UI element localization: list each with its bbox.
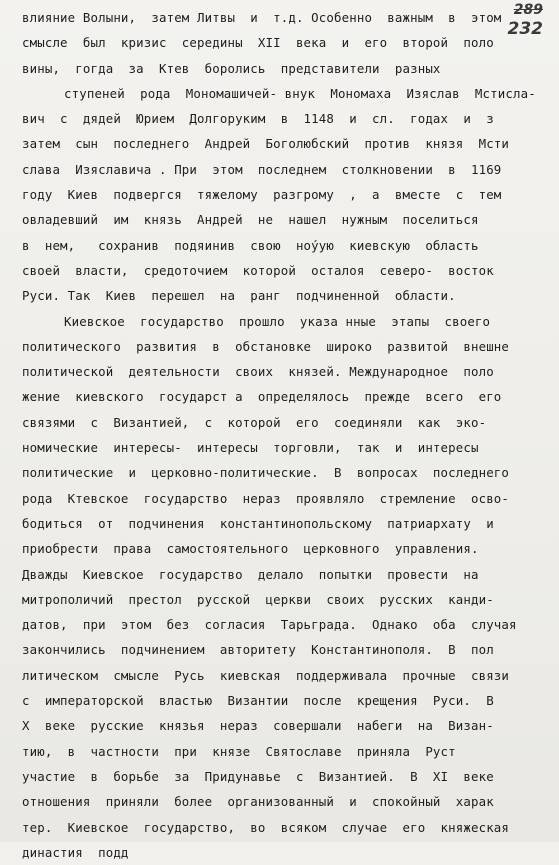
text-line: отношения приняли более организованный и спокойный харак bbox=[22, 794, 494, 810]
text-line: приобрести права самостоятельного церковного управления. bbox=[22, 541, 479, 557]
text-line: влияние Волыни, затем Литвы и т.д. Особенно важным в этом bbox=[22, 10, 502, 25]
text-line: затем сын последнего Андрей Боголюбский против князя Мсти bbox=[22, 136, 510, 152]
text-line: овладевший им князь Андрей не нашел нужным поселиться bbox=[22, 212, 479, 228]
body-text bbox=[22, 5, 542, 865]
text-line: жение киевского государст а определялось прежде всего его bbox=[22, 389, 502, 405]
text-line: бодиться от подчинения константинопольскому патриархату и bbox=[22, 515, 494, 531]
text-line: литическом смысле Русь киевская поддерживала прочные связи bbox=[22, 667, 510, 683]
text-line: Руси. Так Киев перешел на ранг подчиненной области. bbox=[22, 288, 456, 304]
text-line: Дважды Киевское государство делало попытки провести на bbox=[22, 566, 479, 582]
text-line: тер. Киевское государство, во всяком случае его княжеская bbox=[22, 819, 510, 835]
text-line: своей власти, средоточием которой осталоя северо- восток bbox=[22, 262, 494, 278]
text-line: ступеней рода Мономашичей- внук Мономаха Изяслав Мстисла- bbox=[64, 85, 536, 101]
text-line: политического развития в обстановке широко развитой внешне bbox=[22, 338, 510, 354]
current-page-number: 232 bbox=[507, 19, 543, 39]
text-line: связями с Византией, с которой его соединяли как эко- bbox=[22, 414, 487, 430]
text-line: в нем, сохранив подяинив свою ноýую киевскую область bbox=[22, 237, 479, 253]
text-line: митрополичий престол русской церкви своих русских канди- bbox=[22, 591, 494, 607]
text-line: династия подд bbox=[22, 844, 129, 860]
text-line: смысле был кризис середины XII века и его второй поло bbox=[22, 35, 494, 51]
text-line: датов, при этом без согласия Тарьграда. Однако оба случая bbox=[22, 617, 517, 633]
text-line: слава Изяславича . При этом последнем столкновении в 1169 bbox=[22, 161, 502, 177]
text-line: X веке русские князья нераз совершали набеги на Визан- bbox=[22, 718, 494, 734]
text-line: вины, гогда за Ктев боролись представители разных bbox=[22, 60, 441, 76]
crossed-page-number: 289 bbox=[513, 2, 543, 18]
text-line: с императорской властью Византии после крещения Руси. В bbox=[22, 693, 494, 709]
text-line: тию, в частности при князе Святославе приняла Руст bbox=[22, 743, 456, 759]
text-line: году Киев подвергся тяжелому разгрому , а вместе с тем bbox=[22, 187, 502, 203]
text-line: рода Ктевское государство нераз проявляло стремление осво- bbox=[22, 490, 510, 506]
text-line: вич с дядей Юрием Долгоруким в 1148 и сл. годах и з bbox=[22, 111, 494, 127]
text-line: политические и церковно-политические. В вопросах последнего bbox=[22, 465, 510, 481]
text-line: политической деятельности своих князей. Международное поло bbox=[22, 364, 494, 380]
text-line: закончились подчинением авторитету Константинополя. В пол bbox=[22, 642, 494, 658]
text-line: участие в борьбе за Придунавье с Византией. В XI веке bbox=[22, 768, 494, 784]
text-line: номические интересы- интересы торговли, так и интересы bbox=[22, 440, 479, 456]
text-line: Киевское государство прошло указа нные этапы своего bbox=[64, 313, 491, 329]
